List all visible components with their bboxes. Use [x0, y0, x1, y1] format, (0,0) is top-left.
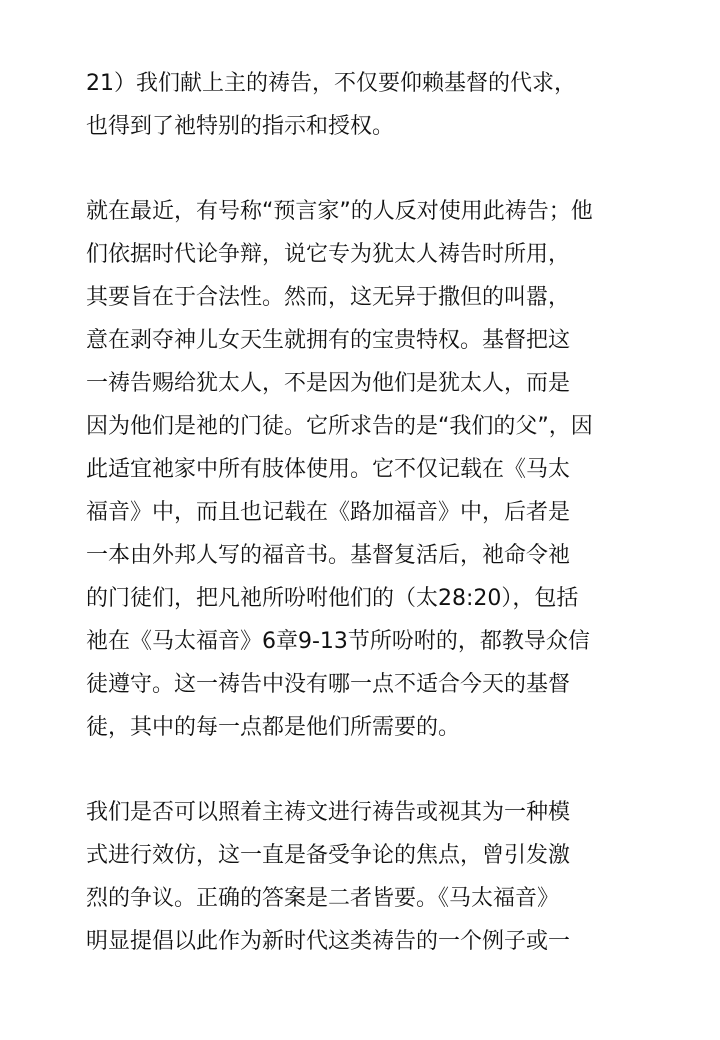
paragraph-1 [86, 62, 646, 148]
text-line: 式进行效仿，这一直是备受争论的焦点，曾引发激 [86, 843, 571, 868]
text-line: 们依据时代论争辩，说它专为犹太人祷告时所用， [86, 242, 571, 267]
text-line: 就在最近，有号称“预言家”的人反对使用此祷告；他 [86, 199, 593, 224]
text-line: 祂在《马太福音》6章9-13节所吩咐的，都教导众信 [86, 629, 590, 654]
text-line: 意在剥夺神儿女天生就拥有的宝贵特权。基督把这 [86, 328, 571, 353]
text-line: 的门徒们，把凡祂所吩咐他们的（太28:20），包括 [86, 586, 579, 611]
paragraph-3 [86, 791, 646, 963]
text-line: 21）我们献上主的祷告，不仅要仰赖基督的代求， [86, 71, 576, 96]
text-line: 我们是否可以照着主祷文进行祷告或视其为一种模 [86, 800, 571, 825]
paragraph-gap [86, 148, 646, 190]
text-line: 徒遵守。这一祷告中没有哪一点不适合今天的基督 [86, 672, 571, 697]
paragraph-2 [86, 190, 646, 749]
text-line: 一祷告赐给犹太人，不是因为他们是犹太人，而是 [86, 371, 571, 396]
text-line: 福音》中，而且也记载在《路加福音》中，后者是 [86, 500, 571, 525]
text-line: 其要旨在于合法性。然而，这无异于撒但的叫嚣， [86, 285, 571, 310]
paragraph-gap [86, 749, 646, 791]
text-line: 此适宜祂家中所有肢体使用。它不仅记载在《马太 [86, 457, 571, 482]
text-line: 因为他们是祂的门徒。它所求告的是“我们的父”，因 [86, 414, 593, 439]
text-line: 也得到了祂特别的指示和授权。 [86, 114, 395, 139]
text-line: 明显提倡以此作为新时代这类祷告的一个例子或一 [86, 929, 571, 954]
text-line: 一本由外邦人写的福音书。基督复活后，祂命令祂 [86, 543, 571, 568]
document-page [86, 62, 646, 963]
text-line: 徒，其中的每一点都是他们所需要的。 [86, 715, 461, 740]
text-line: 烈的争议。正确的答案是二者皆要。《马太福音》 [86, 886, 560, 911]
